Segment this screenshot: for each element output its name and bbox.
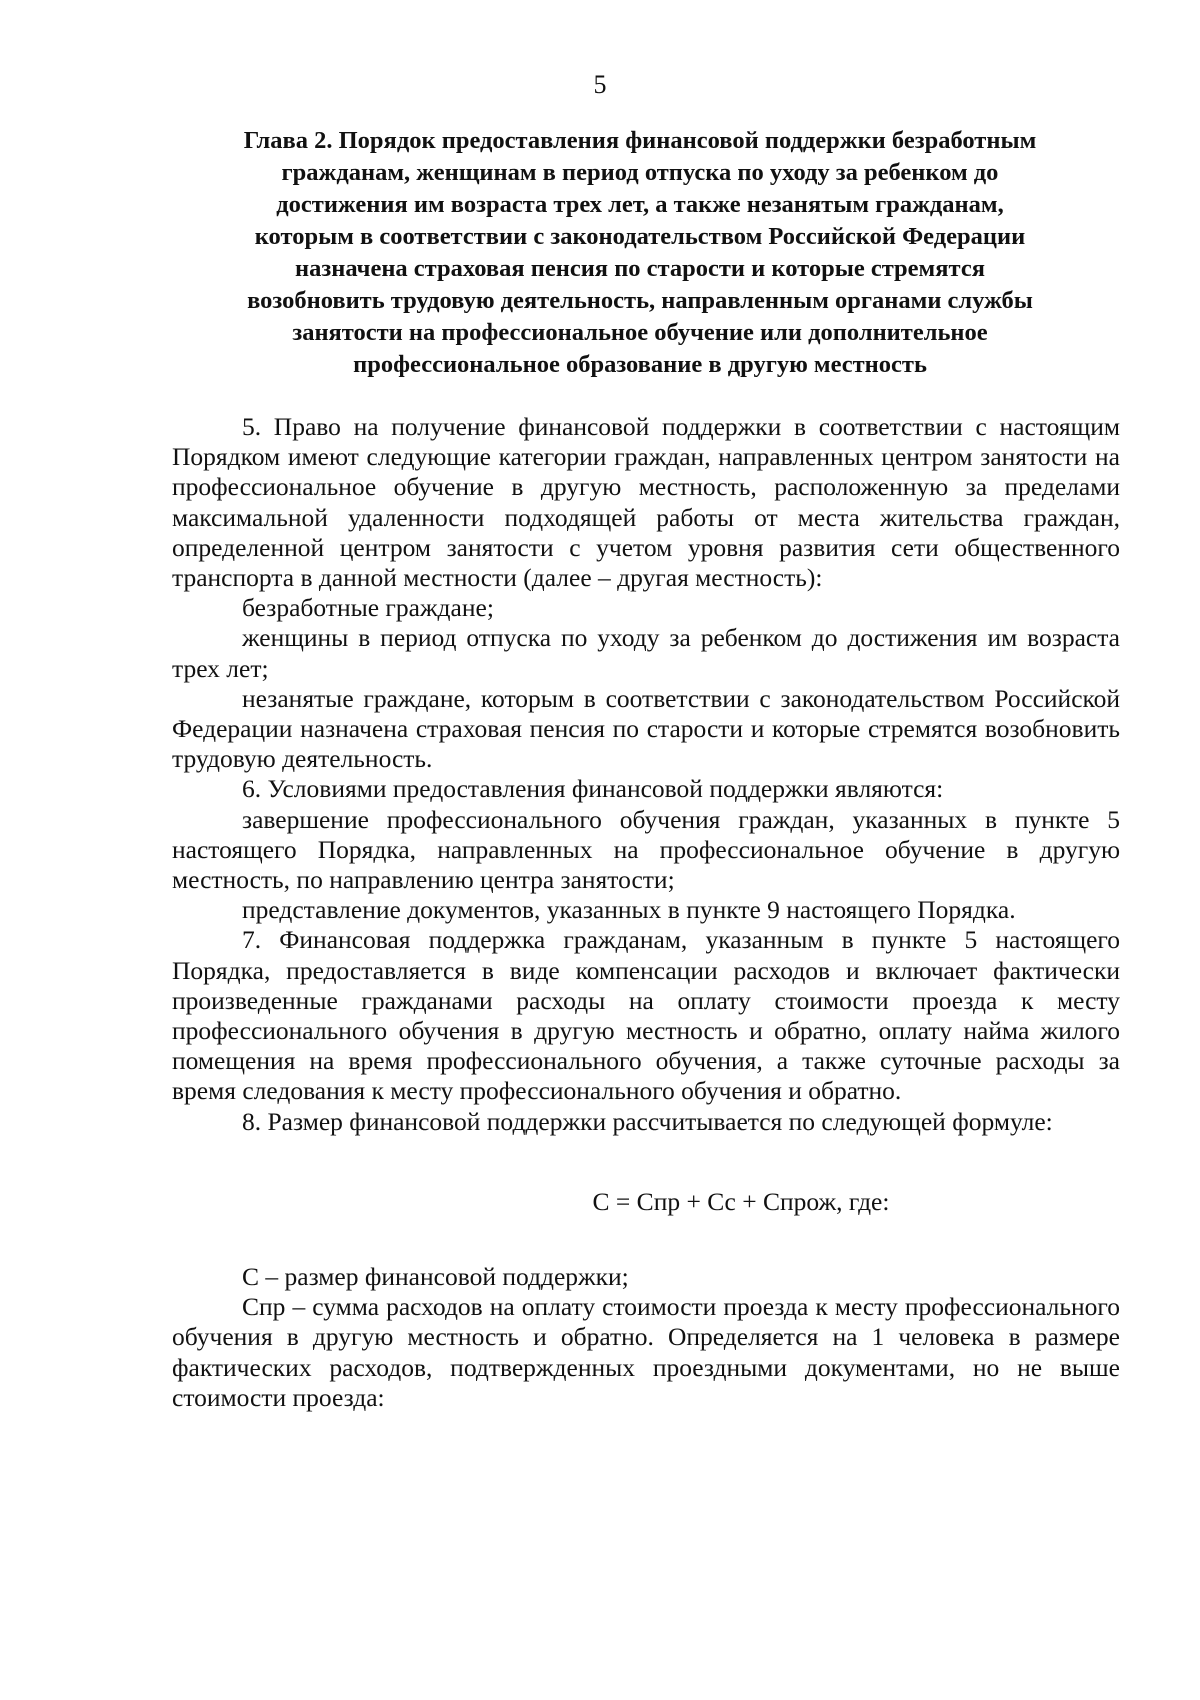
document-body <box>172 412 1120 1413</box>
heading-line: гражданам, женщинам в период отпуска по уходу за ребенком до <box>281 159 999 186</box>
paragraph-8: 8. Размер финансовой поддержки рассчитывается по следующей формуле: <box>242 1106 1053 1136</box>
condition-training-completion: завершение профессионального обучения граждан, указанных в пункте 5 настоящего Порядка, направленных на профессиональное обучение в другую местность, по направлению центра занятости; <box>172 804 1120 895</box>
definition-c: С – размер финансовой поддержки; <box>242 1262 629 1292</box>
paragraph-7: 7. Финансовая поддержка гражданам, указанным в пункте 5 настоящего Порядка, предоставляется в виде компенсации расходов и включает фактически произведенные гражданами расходы на оплату стоимости проезда к месту профессионального обучения в другую местность и обратно, оплату найма жилого помещения на время профессионального обучения, а также суточные расходы за время следования к месту профессионального обучения и обратно. <box>172 925 1120 1106</box>
paragraph-5: 5. Право на получение финансовой поддержки в соответствии с настоящим Порядком имеют следующие категории граждан, направленных центром занятости на профессиональное обучение в другую местность, расположенную за пределами максимальной удаленности подходящей работы от места жительства граждан, определенной центром занятости с учетом уровня развития сети общественного транспорта в данной местности (далее – другая местность): <box>172 412 1120 593</box>
condition-documents: представление документов, указанных в пункте 9 настоящего Порядка. <box>242 895 1016 925</box>
list-item-pensioners: незанятые граждане, которым в соответствии с законодательством Российской Федерации назначена страховая пенсия по старости и которые стремятся возобновить трудовую деятельность. <box>172 683 1120 774</box>
heading-line: Глава 2. Порядок предоставления финансовой поддержки безработным <box>243 127 1037 154</box>
heading-line: профессиональное образование в другую местность <box>353 351 927 378</box>
definition-spr: Спр – сумма расходов на оплату стоимости проезда к месту профессионального обучения в другую местность и обратно. Определяется на 1 человека в размере фактических расходов, подтвержденных проездными документами, но не выше стоимости проезда: <box>172 1292 1120 1412</box>
page-number: 5 <box>593 70 607 99</box>
heading-line: назначена страховая пенсия по старости и которые стремятся <box>295 255 985 282</box>
paragraph-6: 6. Условиями предоставления финансовой поддержки являются: <box>242 774 944 804</box>
list-item-women-childcare: женщины в период отпуска по уходу за ребенком до достижения им возраста трех лет; <box>172 623 1120 683</box>
heading-line: возобновить трудовую деятельность, направленным органами службы <box>247 287 1033 314</box>
list-item-unemployed: безработные граждане; <box>242 593 494 623</box>
heading-line: которым в соответствии с законодательством Российской Федерации <box>254 223 1026 250</box>
chapter-heading <box>160 125 1120 381</box>
heading-line: занятости на профессиональное обучение или дополнительное <box>292 319 988 346</box>
formula: С = Спр + Сс + Спрож, где: <box>592 1186 890 1216</box>
heading-line: достижения им возраста трех лет, а также незанятым гражданам, <box>276 191 1004 218</box>
